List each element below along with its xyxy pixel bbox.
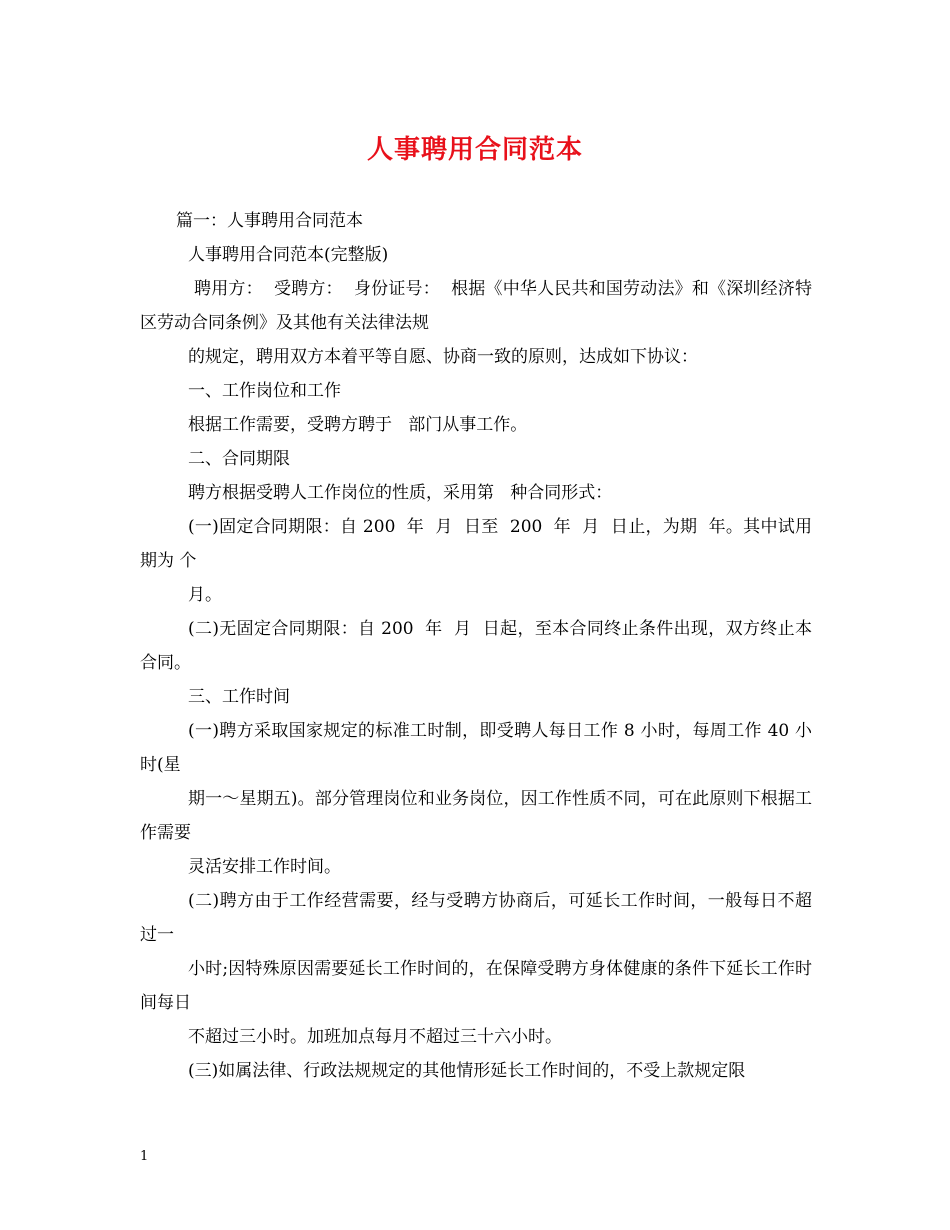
body-paragraph: 灵活安排工作时间。 xyxy=(188,857,341,877)
body-paragraph: 篇一：人事聘用合同范本 xyxy=(176,211,363,231)
body-paragraph: 的规定，聘用双方本着平等自愿、协商一致的原则，达成如下协议： xyxy=(188,347,698,367)
body-paragraph: (三)如属法律、行政法规规定的其他情形延长工作时间的，不受上款规定限 xyxy=(188,1061,746,1081)
body-paragraph: (一)固定合同期限：自 200 年 月 日至 200 年 月 日止，为期 年。其中试用期为 个 xyxy=(140,517,812,571)
body-paragraph: (二)聘方由于工作经营需要，经与受聘方协商后，可延长工作时间，一般每日不超过一 xyxy=(140,891,812,945)
body-paragraph: 根据工作需要，受聘方聘于 部门从事工作。 xyxy=(188,415,528,435)
body-paragraph: 期一～星期五)。部分管理岗位和业务岗位，因工作性质不同，可在此原则下根据工作需要 xyxy=(140,789,812,843)
body-paragraph: 月。 xyxy=(188,585,222,605)
body-paragraph: 聘用方： 受聘方： 身份证号： 根据《中华人民共和国劳动法》和《深圳经济特区劳动合同条例》及其他有关法律法规 xyxy=(140,279,812,333)
document-title: 人事聘用合同范本 xyxy=(366,135,583,165)
body-paragraph: 人事聘用合同范本(完整版) xyxy=(188,245,389,265)
body-paragraph: 小时;因特殊原因需要延长工作时间的，在保障受聘方身体健康的条件下延长工作时间每日 xyxy=(140,959,812,1013)
body-paragraph: 一、工作岗位和工作 xyxy=(188,381,341,401)
body-paragraph: 聘方根据受聘人工作岗位的性质，采用第 种合同形式： xyxy=(188,483,613,503)
body-paragraph: 不超过三小时。加班加点每月不超过三十六小时。 xyxy=(188,1027,562,1047)
body-paragraph: 二、合同期限 xyxy=(188,449,290,469)
page-number: 1 xyxy=(140,1149,149,1164)
body-paragraph: (一)聘方采取国家规定的标准工时制，即受聘人每日工作 8 小时，每周工作 40 小时(星 xyxy=(140,721,812,775)
body-paragraph: 三、工作时间 xyxy=(188,687,290,707)
document-body xyxy=(140,204,812,1088)
body-paragraph: (二)无固定合同期限：自 200 年 月 日起，至本合同终止条件出现，双方终止本合同。 xyxy=(140,619,812,673)
